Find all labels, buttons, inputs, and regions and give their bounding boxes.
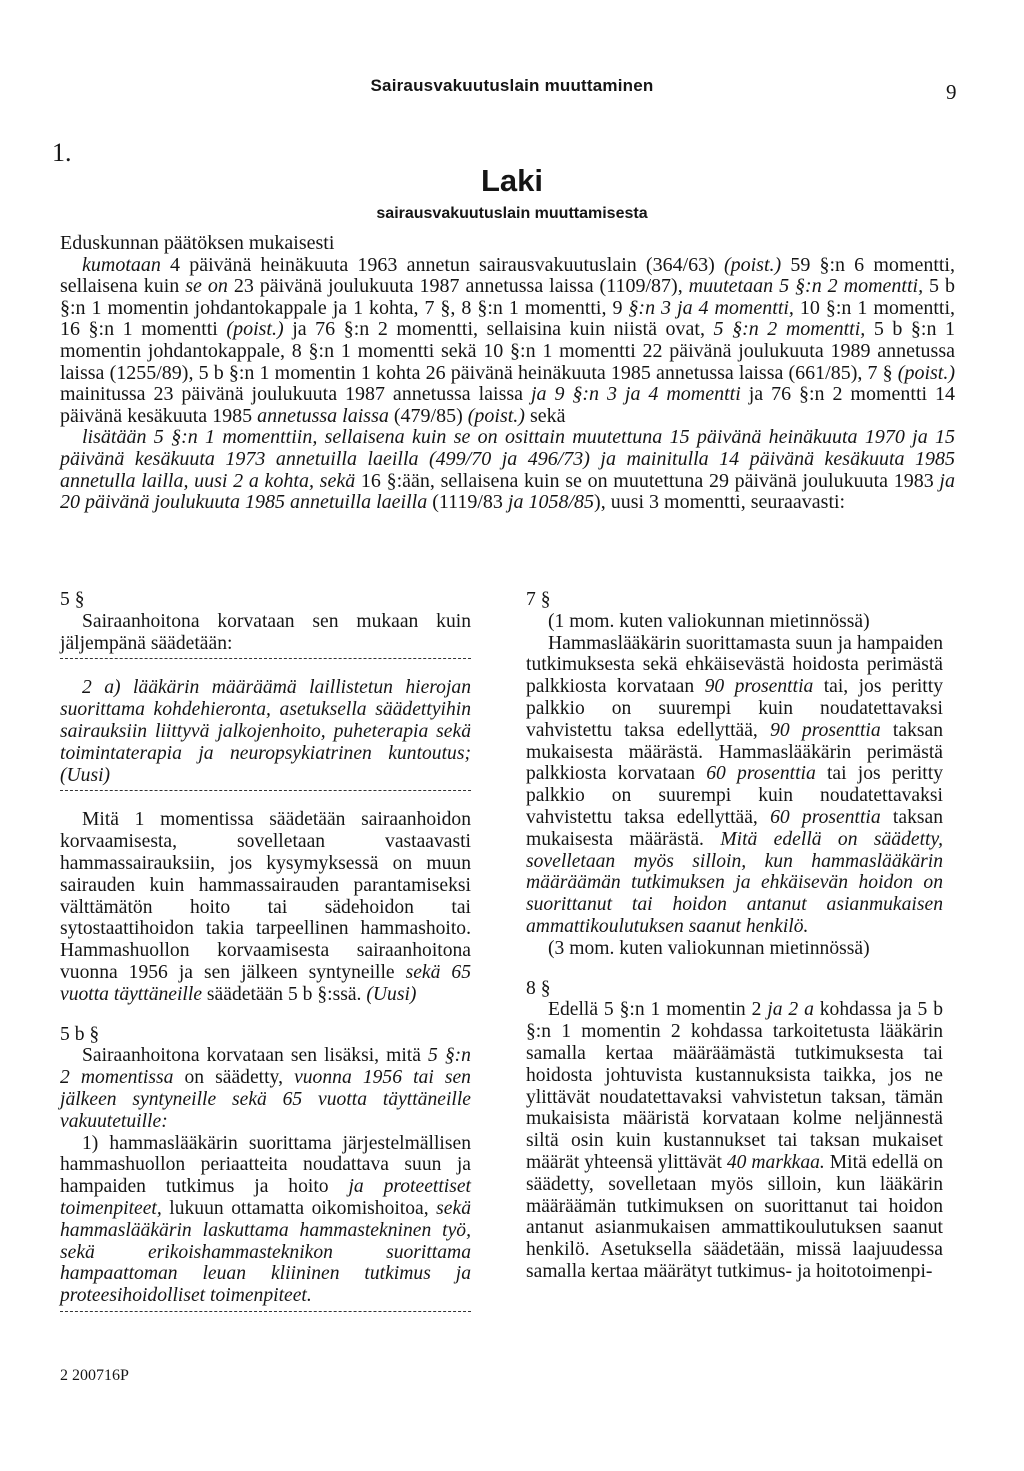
- section-5b-item-1: [60, 1133, 471, 1307]
- text: tai, jos peritty palkkio on suurempi kuin noudatettavaksi vahvistettu taksa edellyttää,: [526, 676, 943, 741]
- section-7-note-1: (1 mom. kuten valiokunnan mietinnössä): [548, 610, 870, 632]
- text: Sairaanhoitona korvataan sen lisäksi, mitä: [82, 1045, 428, 1067]
- text: (479/85): [388, 404, 468, 427]
- text: §:n 3 ja 4 momentti,: [628, 296, 794, 319]
- text: 60 prosenttia: [770, 806, 881, 828]
- section-7-paragraph-2: [526, 633, 943, 938]
- text: (poist.): [226, 318, 284, 341]
- omission-dashes: [60, 790, 471, 801]
- text: (poist.): [723, 253, 782, 276]
- text: ), uusi 3 momentti, seuraavasti:: [594, 491, 846, 514]
- spacer: [526, 960, 943, 978]
- text: sekä: [524, 404, 566, 427]
- preamble-paragraph-2: [60, 427, 955, 513]
- text: 90 prosenttia: [704, 676, 814, 698]
- act-subtitle: sairausvakuutuslain muuttamisesta: [376, 205, 648, 222]
- text: Mitä 1 momentissa säädetään sairaanhoidon korvaamisesta, sovelletaan vastaavasti hammassairauksiin, jos kysymyksessä on muun sairauden kuin hammassairauden parantamiseksi välttämätön hoito tai sädehoidon tai sytostaattihoidon takia tarpeellinen hammashoito. Hammashuollon korvaamisesta sairaanhoitona vuonna 1956 ja sen jälkeen syntyneille: [60, 809, 471, 983]
- text: ja proteettiset toimenpiteet,: [60, 1176, 471, 1219]
- section-5-paragraph-1: Sairaanhoitona korvataan sen mukaan kuin jäljempänä säädetään:: [60, 610, 471, 654]
- section-7-title: 7 §: [526, 589, 551, 610]
- text: Edellä 5 §:n 1 momentin 2: [548, 999, 768, 1021]
- right-column: [526, 589, 943, 1283]
- text: lukuun ottamatta oikomishoitoa,: [161, 1197, 437, 1219]
- text: ja 9 §:n 3 ja 4 momentti: [530, 383, 741, 406]
- print-code: 2 200716P: [60, 1367, 129, 1384]
- text: muutetaan 5 §:n 2 momentti,: [688, 275, 924, 298]
- text: (poist.): [467, 404, 525, 427]
- text: ja 1058/85: [507, 491, 595, 514]
- keyword: kumotaan: [82, 253, 161, 276]
- preamble: [60, 233, 955, 514]
- text: 40 markkaa.: [726, 1151, 825, 1173]
- omission-dashes: [60, 658, 471, 669]
- section-5-paragraph-3: [60, 809, 471, 1005]
- text: kohdassa ja 5 b §:n 1 momentin 2 kohdassa tarkoitetusta lääkärin samalla kertaa määräämästä tutkimuksesta tai hoidosta johtuvista kustannuksista taikka, jos ne ylittävät noudatettavaksi vahvistetun taksan, tämän mukaisista määristä korvataan kolme neljännestä siltä osin kuin kustannukset tai taksan mukaiset määrät yhteensä ylittävät: [526, 999, 943, 1173]
- text: 5 §:n 2 momentissa: [60, 1045, 471, 1089]
- running-header: Sairausvakuutuslain muuttaminen: [370, 76, 654, 95]
- text: 23 päivänä joulukuuta 1987 annetussa laissa (1109/87),: [227, 275, 689, 298]
- text: mainitussa 23 päivänä joulukuuta 1987 annetussa laissa: [60, 383, 531, 406]
- text: (Uusi): [366, 983, 417, 1005]
- text: Mitä edellä on säädetty, sovelletaan myös silloin, kun lääkärin määräämän tutkimuksen on suorittanut tai hoidon antanut asianmukaisen ammattikoulutuksen saanut henkilö. Asetuksella säädetään, missä laajuudessa samalla kertaa määrätyt tutkimus- ja hoitotoimenpi-: [526, 1151, 943, 1282]
- text: lisätään 5 §:n 1 momenttiin, sellaisena kuin se on osittain muutettuna 15 päivänä heinäkuuta 1970 ja 15 päivänä kesäkuuta 1973 annetuilla laeilla (499/70 ja 496/73) ja mainitulla 14 päivänä kesäkuuta 1985 annetulla lailla, uusi 2 a kohta, sekä: [60, 426, 955, 492]
- text: (poist.): [897, 361, 955, 384]
- section-8-paragraph-1: [526, 999, 943, 1282]
- preamble-paragraph-1: [60, 255, 955, 428]
- text: 5 §:n 2 momentti,: [713, 318, 866, 341]
- omission-dashes: [60, 1311, 471, 1322]
- text: säädetään 5 b §:ssä.: [202, 983, 367, 1005]
- text: sekä 65 vuotta täyttäneille: [60, 961, 471, 1005]
- spacer: [60, 1006, 471, 1024]
- section-7-note-3: (3 mom. kuten valiokunnan mietinnössä): [548, 937, 870, 959]
- text: 90 prosenttia: [770, 719, 881, 741]
- section-5-item-2a: [60, 677, 471, 786]
- text: 4 päivänä heinäkuuta 1963 annetun sairausvakuutuslain (364/63): [160, 253, 724, 276]
- text: vuonna 1956 tai sen jälkeen syntyneille sekä 65 vuotta täyttäneille vakuutetuille:: [60, 1067, 471, 1132]
- act-number: 1.: [52, 138, 72, 167]
- text: 10 §:n 1 momentti, 16 §:n 1 momentti: [60, 296, 956, 341]
- text: tai jos peritty palkkio on suurempi kuin noudatettavaksi vahvistettu taksa edellyttää,: [526, 763, 943, 828]
- text: ja 76 §:n 2 momentti 14 päivänä kesäkuuta 1985: [60, 383, 956, 427]
- text: annetussa laissa: [257, 404, 389, 427]
- text: 60 prosenttia: [706, 763, 816, 785]
- text: 16 §:ään, sellaisena kuin se on muutettuna 29 päivänä joulukuuta 1983: [355, 469, 940, 492]
- section-5b-paragraph-1: [60, 1045, 471, 1132]
- text: 2 a) lääkärin määräämä laillistetun hierojan suorittama kohdehieronta, asetuksella säädettyihin sairauksiin liittyvä jalkojenhoito, puheterapia sekä toimintaterapia ja neuropsykiatrinen kuntoutus; (Uusi): [60, 677, 471, 786]
- section-5b-title: 5 b §: [60, 1023, 100, 1045]
- text: 59 §:n 6 momentti, sellaisena kuin: [60, 253, 955, 298]
- act-title: Laki: [480, 163, 544, 198]
- text: 5 b §:n 1 momentin johdantokappale, 8 §:n 1 momentti sekä 10 §:n 1 momentti 22 päivänä joulukuuta 1989 annetussa laissa (1255/89), 5 b §:n 1 momentin 1 kohta 26 päivänä heinäkuuta 1985 annetussa laissa (661/85), 7 §: [60, 318, 956, 384]
- text: ja 20 päivänä joulukuuta 1985 annetuilla laeilla: [60, 469, 955, 514]
- text: taksan mukaisesta määrästä. Hammaslääkärin perimästä palkkiosta korvataan: [526, 719, 943, 785]
- section-8-title: 8 §: [526, 977, 551, 999]
- left-column: [60, 589, 471, 1330]
- text: ja 2 a: [767, 999, 814, 1021]
- enactment-formula: Eduskunnan päätöksen mukaisesti: [60, 232, 335, 254]
- text: 1) hammaslääkärin suorittama järjestelmällisen hammashuollon periaatteita noudattava suun ja hampaiden tutkimus ja hoito: [60, 1132, 471, 1198]
- text: Hammaslääkärin suorittamasta suun ja hampaiden tutkimuksesta sekä ehkäisevästä hoidosta perimästä palkkiosta korvataan: [526, 632, 943, 698]
- text: Mitä edellä on säädetty, sovelletaan myös silloin, kun hammaslääkärin määräämän tutkimuksen ja ehkäisevän hoidon on suorittanut tai hoidon antanut asianmukaisen ammattikoulutuksen saanut henkilö.: [526, 828, 943, 937]
- page-number: 9: [946, 80, 957, 104]
- section-5-title: 5 §: [60, 589, 85, 610]
- text: ja 76 §:n 2 momentti, sellaisina kuin niistä ovat,: [283, 318, 714, 341]
- text: on säädetty,: [173, 1067, 295, 1089]
- text: sekä hammaslääkärin laskuttama hammastekninen työ, sekä erikoishammasteknikon suorittama hampaattoman leuan kliininen tutkimus ja proteesihoidolliset toimenpiteet.: [60, 1197, 471, 1307]
- text: (1119/83: [427, 491, 508, 514]
- text: taksan mukaisesta määrästä.: [526, 806, 943, 850]
- text: 5 b §:n 1 momentin johdantokappale ja 1 kohta, 7 §, 8 §:n 1 momentti, 9: [60, 275, 956, 319]
- text: se on: [185, 275, 228, 298]
